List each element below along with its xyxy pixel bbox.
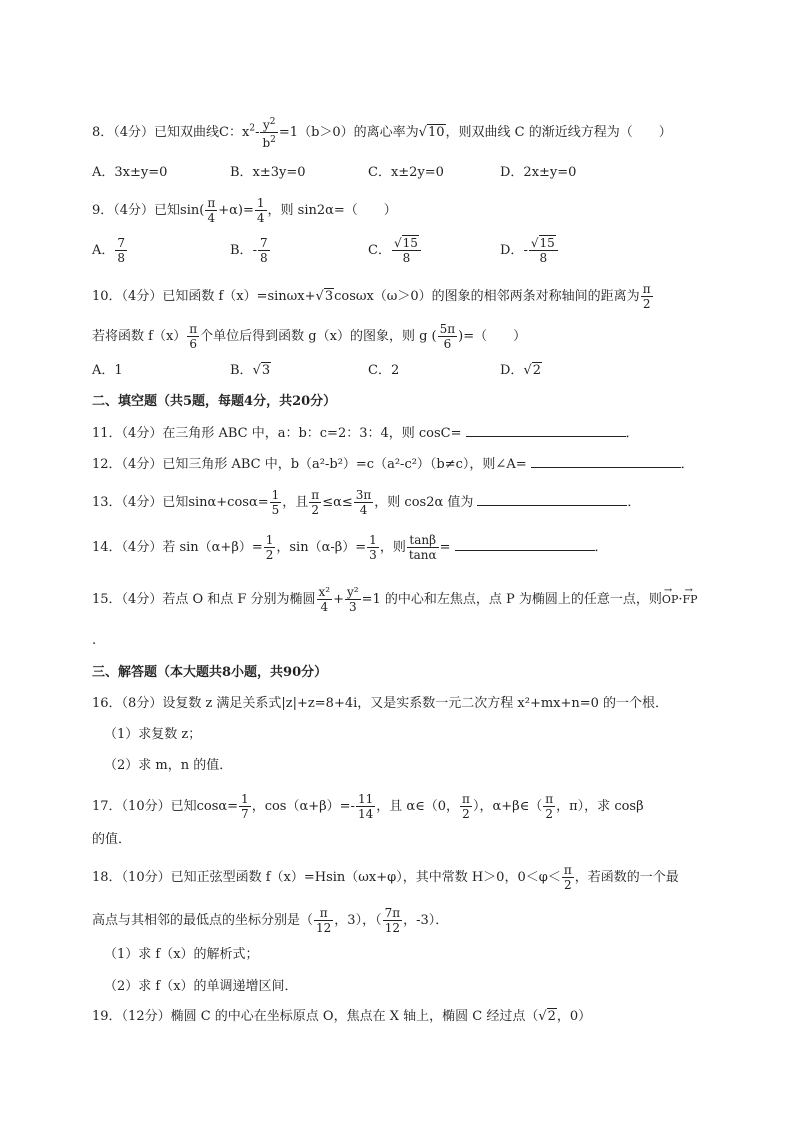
q18-e: ，-3）．	[403, 913, 449, 928]
question-16: 16．（8分）设复数 z 满足关系式|z|+z=8+4i，又是实系数一元二次方程 x²+mx+n=0 的一个根．	[92, 696, 669, 711]
q18-part2: （2）求 f（x）的单调递增区间．	[104, 979, 298, 994]
q18-b: ，若函数的一个最	[574, 870, 679, 885]
question-9	[92, 196, 397, 225]
q8-choice-a: A．3x±y=0	[92, 165, 168, 180]
question-18	[92, 863, 679, 892]
question-8: 8．（4分）已知双曲线C：$x^2-$ $\frac{y^2}{b^2}$ =1（b＞0）的离心率为√10，则双曲线 C 的渐近线方程为（ ）	[92, 117, 672, 150]
q12-text: 12．（4分）已知三角形 ABC 中，b（a²-b²）=c（a²-c²）（b≠c），则∠A=	[92, 457, 527, 472]
q17-e: ，π），求 cosβ	[556, 799, 644, 814]
q9-choice-c: C． $\frac{√15}{8}$	[368, 236, 422, 265]
q10-choice-b: B．√3	[230, 363, 271, 378]
question-10-line2	[92, 322, 526, 351]
q13-frac2: $\frac{\pi}{2}$	[311, 488, 320, 517]
q9-r-den: 4	[256, 211, 265, 225]
q13-a: 13．（4分）已知sinα+cosα=	[92, 495, 269, 510]
q18-frac3: $\frac{7\pi}{12}$	[384, 906, 401, 935]
q18-frac2: $\frac{\pi}{12}$	[316, 906, 332, 935]
q14-c: ，则	[379, 540, 406, 555]
q10-choice-a: A．1	[92, 363, 123, 378]
q19-b: ，0）	[556, 1009, 592, 1024]
q10-frac3: $\frac{5\pi}{6}$	[439, 322, 456, 351]
q18-part1: （1）求 f（x）的解析式；	[104, 947, 259, 962]
q16-part1: （1）求复数 z；	[104, 727, 202, 742]
q12-answer-blank[interactable]	[531, 455, 681, 468]
q9-suffix: ，则 sin2α=（ ）	[267, 203, 397, 218]
q11-text: 11．（4分）在三角形 ABC 中，a：b：c=2：3：4，则 cosC=	[92, 426, 462, 441]
q13-frac1: $\frac{1}{5}$	[271, 488, 280, 517]
q16-part2: （2）求 m，n 的值．	[104, 758, 233, 773]
q8-den: b	[262, 136, 271, 150]
q10-c: 若将函数 f（x）	[92, 329, 187, 344]
q8-choice-b: B．x±3y=0	[230, 165, 306, 180]
q8-sqrt: √10	[418, 125, 445, 140]
q10-e: )=（ ）	[458, 329, 527, 344]
q10-choice-d: D．√2	[500, 363, 542, 378]
q10-a: 10．（4分）已知函数 f（x）=sinωx+	[92, 289, 316, 304]
q9-choice-d: D．- $\frac{√15}{8}$	[500, 236, 559, 265]
q15-frac1: $\frac{\text{x²}}{4}$	[318, 585, 331, 614]
q14-answer-blank[interactable]	[455, 538, 595, 551]
q14-a: 14．（4分）若 sin（α+β）=	[92, 540, 263, 555]
q17-a: 17．（10分）已知cosα=	[92, 799, 239, 814]
q17-d: ），α+β∈（	[472, 799, 543, 814]
q13-frac3: $\frac{3\pi}{4}$	[355, 488, 372, 517]
q9-sin: sin(	[180, 203, 205, 218]
q15-tail: .	[92, 633, 97, 648]
q17-frac1: $\frac{1}{7}$	[241, 792, 249, 821]
q10-d: 个单位后得到函数 g（x）的图象，则 g (	[200, 329, 437, 344]
section-2-heading: 二、填空题（共5题，每题4分，共20分）	[92, 394, 337, 409]
q8-fraction: $\frac{y^2}{b^2}$	[262, 117, 276, 150]
question-11: 11．（4分）在三角形 ABC 中，a：b：c=2：3：4，则 cosC= ．	[92, 426, 639, 441]
vector-op: → OP	[662, 591, 678, 609]
question-12: 12．（4分）已知三角形 ABC 中，b（a²-b²）=c（a²-c²）（b≠c），则∠A= ．	[92, 457, 694, 472]
q9-plus: +α)	[218, 203, 243, 218]
q10-sqrt3: √3	[315, 289, 334, 304]
q10-choice-c: C．2	[368, 363, 400, 378]
vector-fp: → FP	[682, 591, 697, 609]
q8-choice-d: D．2x±y=0	[500, 165, 577, 180]
q9-r-num: 1	[256, 196, 265, 210]
q8-num: y	[262, 118, 270, 132]
q19-a: 19．（12分）椭圆 C 的中心在坐标原点 O，焦点在 X 轴上，椭圆 C 经过点（	[92, 1009, 539, 1024]
q9-prefix: 9．（4分）已知	[92, 203, 181, 218]
q17-frac2: $\frac{11}{14}$	[357, 792, 374, 821]
q14-b: ，sin（α-β）=	[276, 540, 367, 555]
q15-b: =1 的中心和左焦点，点 P 为椭圆上的任意一点，则	[361, 592, 662, 607]
q8-sqrt-val: 10	[427, 125, 445, 140]
question-10-line1	[92, 282, 654, 311]
q11-answer-blank[interactable]	[466, 424, 626, 437]
q14-frac3: $\frac{\tan\beta}{\tan\alpha}$	[408, 533, 437, 562]
question-14: 14．（4分）若 sin（α+β）= $\frac{1}{2}$ ，sin（α-β）= $\frac{1}{3}$ ，则 $\frac{\tan\beta}{\tan\alpha}$ = ．	[92, 533, 608, 562]
question-17	[92, 792, 644, 821]
q8-eq: =1（b＞0）的离心率为	[278, 125, 419, 140]
q9-choice-b: B．- $\frac{7}{8}$	[230, 236, 268, 265]
q18-d: ，3），（	[334, 913, 382, 928]
q17-line2: 的值．	[92, 832, 132, 847]
q10-frac2: $\frac{\pi}{6}$	[189, 322, 198, 351]
q13-answer-blank[interactable]	[477, 493, 627, 506]
q9-frac-num: π	[207, 196, 216, 210]
q13-c: ≤α≤	[322, 495, 353, 510]
q18-a: 18．（10分）已知正弦型函数 f（x）=Hsin（ωx+φ），其中常数 H＞0，0＜φ＜	[92, 870, 561, 885]
q8-prefix: 8．（4分）已知双曲线C：	[92, 125, 242, 140]
q9-frac-pi	[205, 196, 217, 225]
q17-c: ，且 α∈（0，	[376, 799, 460, 814]
q14-frac2: $\frac{1}{3}$	[369, 533, 377, 562]
q9-eq: =	[242, 203, 254, 218]
question-19: 19．（12分）椭圆 C 的中心在坐标原点 O，焦点在 X 轴上，椭圆 C 经过点（√2，0）	[92, 1009, 592, 1024]
q10-b: cosωx（ω＞0）的图象的相邻两条对称轴间的距离为	[334, 289, 640, 304]
q8-suffix: ，则双曲线 C 的渐近线方程为（ ）	[445, 125, 672, 140]
q17-b: ，cos（α+β）=-	[251, 799, 355, 814]
q8-x: x	[242, 125, 250, 140]
q18-frac1: $\frac{\pi}{2}$	[563, 863, 572, 892]
q13-d: ，则 cos2α 值为	[374, 495, 474, 510]
q10-frac1: $\frac{\pi}{2}$	[642, 282, 651, 311]
q15-frac2: $\frac{\text{y²}}{3}$	[347, 585, 359, 614]
question-15: 15．（4分）若点 O 和点 F 分别为椭圆 $\frac{\text{x²}}{4}$ + $\frac{\text{y²}}{3}$ =1 的中心和左焦点，点 P 为椭圆上的任意一点，则→ OP·→ FP	[92, 585, 698, 614]
q14-frac1: $\frac{1}{2}$	[265, 533, 274, 562]
q14-d: =	[439, 540, 451, 555]
section-3-heading: 三、解答题（本大题共8小题，共90分）	[92, 665, 328, 680]
q8-choice-c: C．x±2y=0	[368, 165, 444, 180]
q17-frac4: $\frac{\pi}{2}$	[545, 792, 554, 821]
q9-frac-den: 4	[207, 211, 216, 225]
q15-a: 15．（4分）若点 O 和点 F 分别为椭圆	[92, 592, 316, 607]
q19-sqrt: 2	[547, 1009, 556, 1024]
q18-c: 高点与其相邻的最低点的坐标分别是（	[92, 913, 314, 928]
q18-line2	[92, 906, 448, 935]
q9-choice-a: A． $\frac{7}{8}$	[92, 236, 126, 265]
q17-frac3: $\frac{\pi}{2}$	[462, 792, 470, 821]
q13-b: ，且	[282, 495, 309, 510]
question-13: 13．（4分）已知sinα+cosα= $\frac{1}{5}$ ，且 $\frac{\pi}{2}$ ≤α≤ $\frac{3\pi}{4}$ ，则 cos2α 值为 ．	[92, 488, 641, 517]
q9-frac-r	[255, 196, 267, 225]
